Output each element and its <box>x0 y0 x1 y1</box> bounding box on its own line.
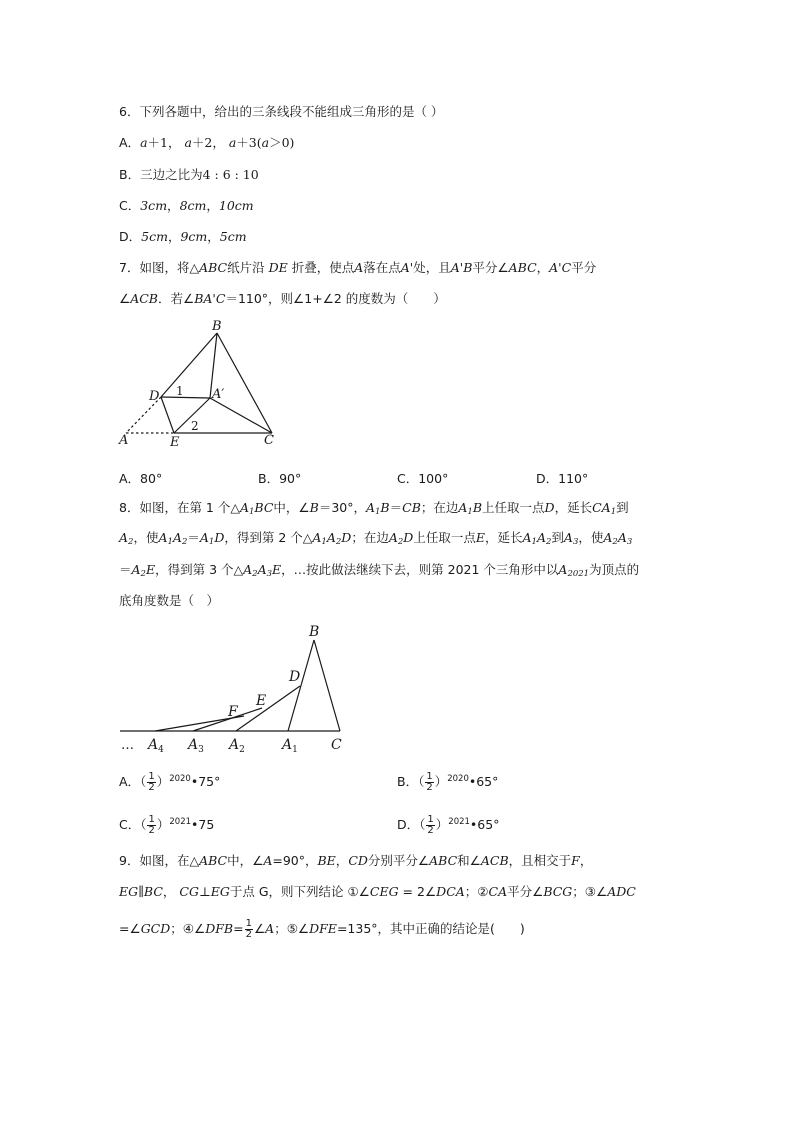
q6-option-a: A．a＋1， a＋2， a＋3(a＞0) <box>119 135 295 150</box>
q8-choice-b: B．（ $\frac{1}{2}$ ）$^{2020}$•65° <box>397 771 499 793</box>
q7-edge-da-prime <box>161 397 210 398</box>
q8-label-a1: $A_1$ <box>282 737 298 755</box>
q8-edge-b-c <box>314 640 340 731</box>
q8-choice-a: A．（ $\frac{1}{2}$ ）$^{2020}$•75° <box>119 771 221 793</box>
q7-stem-line2: ∠ACB．若∠BA'C＝110°，则∠1+∠2 的度数为（ ） <box>119 291 446 306</box>
q7-label-e: E <box>170 435 180 450</box>
q7-label-angle-1: 1 <box>176 384 184 398</box>
q7-edge-de <box>161 397 174 433</box>
q8-choice-d: D．（ $\frac{1}{2}$ ）$^{2021}$•65° <box>397 814 500 836</box>
q7-figure <box>115 318 285 450</box>
q8-figure <box>118 620 358 755</box>
q6-option-d: D．5cm，9cm，5cm <box>119 229 247 244</box>
q8-label-f: F <box>228 704 238 720</box>
q8-label-e: E <box>256 693 267 709</box>
q8-stem-line1: 8．如图，在第 1 个$\triangle A_1BC$中，∠B＝30°，$A_1B=CB$；在边$A_1B$上任取一点D，延长$CA_1$到 <box>119 500 629 517</box>
q8-label-a2: $A_2$ <box>229 737 245 755</box>
q7-label-c: C <box>264 433 274 448</box>
q7-choice-a: A．80° <box>119 471 163 486</box>
q7-label-d: D <box>149 389 160 404</box>
q8-stem-line3: $=A_2E$，得到第 3 个$\triangle A_2A_3E$，…按此做法继续下去，则第 2021 个三角形中以$A_{2021}$为顶点的 <box>119 562 640 579</box>
q7-choice-c: C．100° <box>397 471 449 486</box>
q9-stem-line3: =∠GCD；④∠DFB= $\frac{1}{2}$ ∠A；⑤∠DFE=135°，其中正确的结论是( ) <box>119 918 525 940</box>
q7-stem-line1: 7．如图，将△ABC纸片沿 DE 折叠，使点A落在点A'处，且A'B平分∠ABC，A'C平分 <box>119 260 597 275</box>
q8-label-d: D <box>289 669 301 685</box>
q7-label-a-prime: A′ <box>212 387 225 402</box>
q9-stem-line1: 9．如图，在△ABC中，∠A=90°，BE，CD分别平分∠ABC和∠ACB，且相交于F， <box>119 853 593 868</box>
q8-stem-line4: 底角度数是（ ） <box>119 593 220 608</box>
q6-option-b: B．三边之比为4 : 6 : 10 <box>119 167 259 182</box>
q7-label-a: A <box>119 433 129 448</box>
q8-label-ellipsis: … <box>121 738 134 753</box>
q8-edge-b-a1 <box>288 640 314 731</box>
q8-label-a3: $A_3$ <box>188 737 204 755</box>
q7-choice-d: D．110° <box>536 471 589 486</box>
q6-stem: 6．下列各题中，给出的三条线段不能组成三角形的是（ ） <box>119 104 444 119</box>
q6-option-c: C．3cm，8cm，10cm <box>119 198 254 213</box>
q7-label-angle-2: 2 <box>191 419 199 433</box>
q8-choice-c: C．（ $\frac{1}{2}$ ）$^{2021}$•75 <box>119 814 215 836</box>
q8-label-c: C <box>331 737 342 753</box>
q8-stem-line2: $A_2$，使$A_1A_2=A_1D$，得到第 2 个$\triangle A_1A_2D$；在边$A_2D$上任取一点E，延长$A_1A_2$到$A_3$，使$A_2A_3$ <box>119 530 633 547</box>
q8-label-a4: $A_4$ <box>148 737 164 755</box>
q7-label-b: B <box>212 319 222 334</box>
q8-label-b: B <box>309 624 320 640</box>
q7-edge-bd <box>161 333 217 397</box>
q7-choice-b: B．90° <box>258 471 302 486</box>
q9-stem-line2: EG∥BC， CG⊥EG于点 G，则下列结论 ①∠CEG = 2∠DCA；②CA平分∠BCG；③∠ADC <box>119 884 636 899</box>
